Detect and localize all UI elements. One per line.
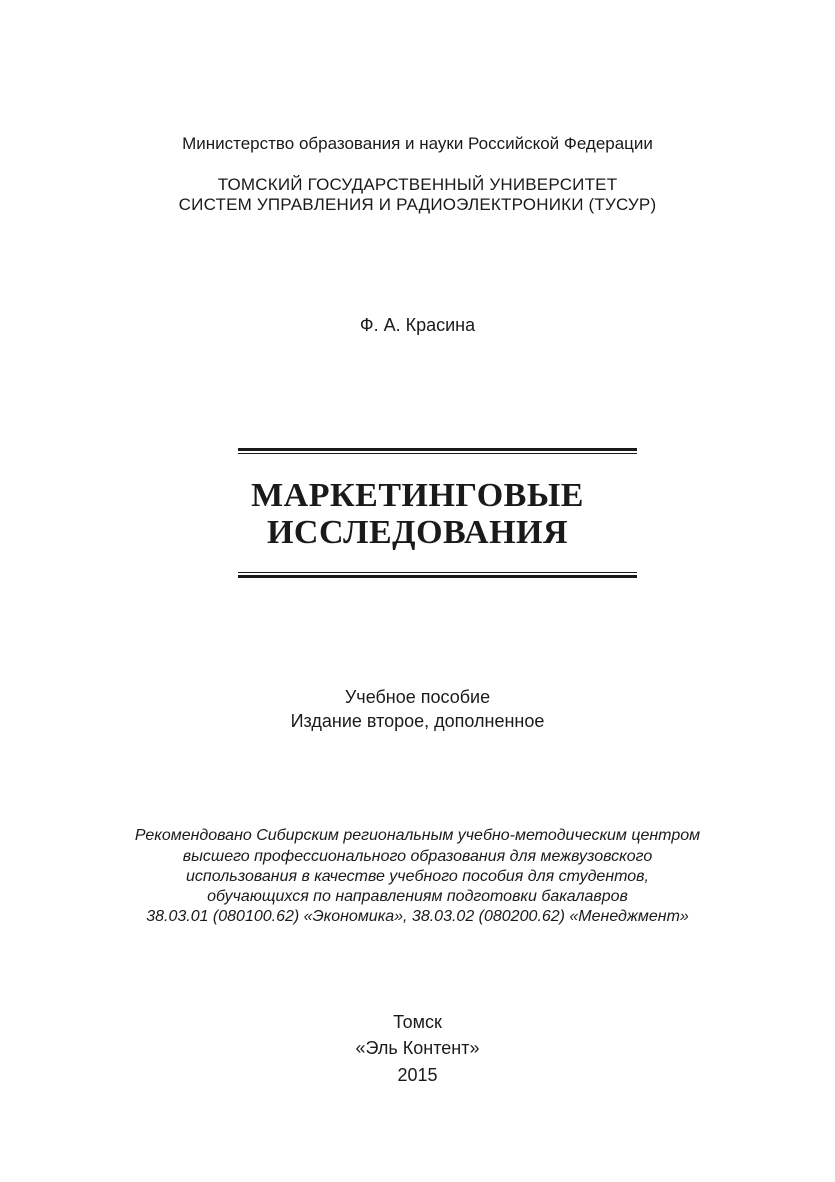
edition-note: Издание второе, дополненное <box>290 711 545 731</box>
university-name-line-2: СИСТЕМ УПРАВЛЕНИЯ И РАДИОЭЛЕКТРОНИКИ (ТУСУР) <box>178 195 657 214</box>
recommendation-line: 38.03.01 (080100.62) «Экономика», 38.03.02 (080200.62) «Менеджмент» <box>146 908 689 925</box>
title-top-rule <box>238 448 637 454</box>
book-title-line-2: ИССЛЕДОВАНИЯ <box>266 514 569 551</box>
university-name-line-1: ТОМСКИЙ ГОСУДАРСТВЕННЫЙ УНИВЕРСИТЕТ <box>217 175 618 194</box>
imprint-publisher: «Эль Контент» <box>355 1038 480 1058</box>
title-bottom-rule <box>238 572 637 578</box>
author-name: Ф. А. Красина <box>359 315 476 335</box>
recommendation-line: обучающихся по направлениям подготовки бакалавров <box>207 888 628 905</box>
ministry-name: Министерство образования и науки Российской Федерации <box>182 134 653 153</box>
imprint-city: Томск <box>393 1012 442 1032</box>
recommendation-line: высшего профессионального образования для межвузовского <box>182 848 653 865</box>
imprint-year: 2015 <box>397 1065 438 1085</box>
book-title-line-1: МАРКЕТИНГОВЫЕ <box>251 477 584 514</box>
recommendation-line: использования в качестве учебного пособия для студентов, <box>186 868 649 885</box>
recommendation-line: Рекомендовано Сибирским региональным учебно-методическим центром <box>134 827 701 844</box>
publication-type: Учебное пособие <box>344 687 491 707</box>
